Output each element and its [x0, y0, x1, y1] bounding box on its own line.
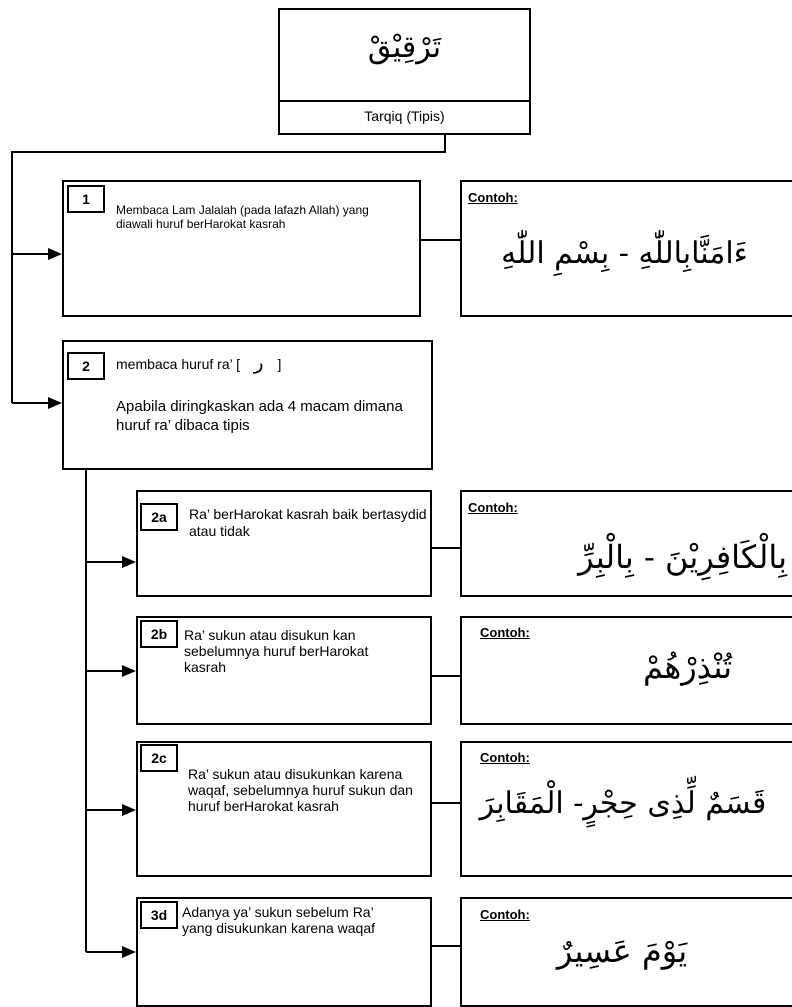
item-2c-number: 2c	[140, 744, 178, 772]
item-2-line1-end: ]	[277, 356, 282, 372]
item-3d-example-label: Contoh:	[480, 907, 530, 922]
item-1-text: Membaca Lam Jalalah (pada lafazh Allah) yang diawali huruf berHarokat kasrah	[116, 203, 369, 231]
item-2-line1-text: membaca huruf ra’ [	[116, 356, 240, 372]
item-1-example-label: Contoh:	[468, 190, 518, 205]
item-2c-text: Ra’ sukun atau disukunkan karena waqaf, sebelumnya huruf sukun dan huruf berHarokat kasrah	[188, 766, 413, 814]
item-2c-example-arabic: قَسَمٌ لِّذِى حِجْرٍ- الْمَقَابِرَ	[479, 786, 767, 821]
item-3d-text: Adanya ya’ sukun sebelum Ra’ yang disukunkan karena waqaf	[182, 904, 376, 936]
item-2b-example-arabic: تُنْذِرْهُمْ	[643, 648, 732, 686]
item-2-text: Apabila diringkaskan ada 4 macam dimana huruf ra’ dibaca tipis	[116, 398, 403, 434]
item-2-number: 2	[67, 352, 105, 380]
title-arabic: تَرْقِيْقْ	[367, 30, 442, 65]
item-2-line1-arabic: ر	[253, 350, 264, 374]
item-1-box	[62, 180, 421, 317]
item-3d-example-arabic: يَوْمَ عَسِيرٌ	[556, 932, 688, 970]
title-divider	[278, 100, 531, 102]
item-2-line1	[116, 350, 416, 374]
item-2b-number: 2b	[140, 620, 178, 648]
item-3d-number: 3d	[140, 901, 178, 929]
item-1-example-arabic: ءَامَنَّابِاللّٰهِ - بِسْمِ اللّٰهِ	[501, 236, 748, 271]
item-2b-example-label: Contoh:	[480, 625, 530, 640]
item-2b-text: Ra’ sukun atau disukun kan sebelumnya huruf berHarokat kasrah	[184, 627, 369, 675]
item-2a-text: Ra’ berHarokat kasrah baik bertasydid atau tidak	[189, 506, 427, 539]
title-caption: Tarqiq (Tipis)	[364, 108, 445, 124]
item-2c-example-label: Contoh:	[480, 750, 530, 765]
item-2a-example-label: Contoh:	[468, 500, 518, 515]
item-2a-example-arabic: بِالْكَافِرِيْنَ - بِالْبِرِّ	[578, 538, 787, 576]
item-2a-number: 2a	[140, 503, 178, 531]
item-1-number: 1	[67, 185, 105, 213]
